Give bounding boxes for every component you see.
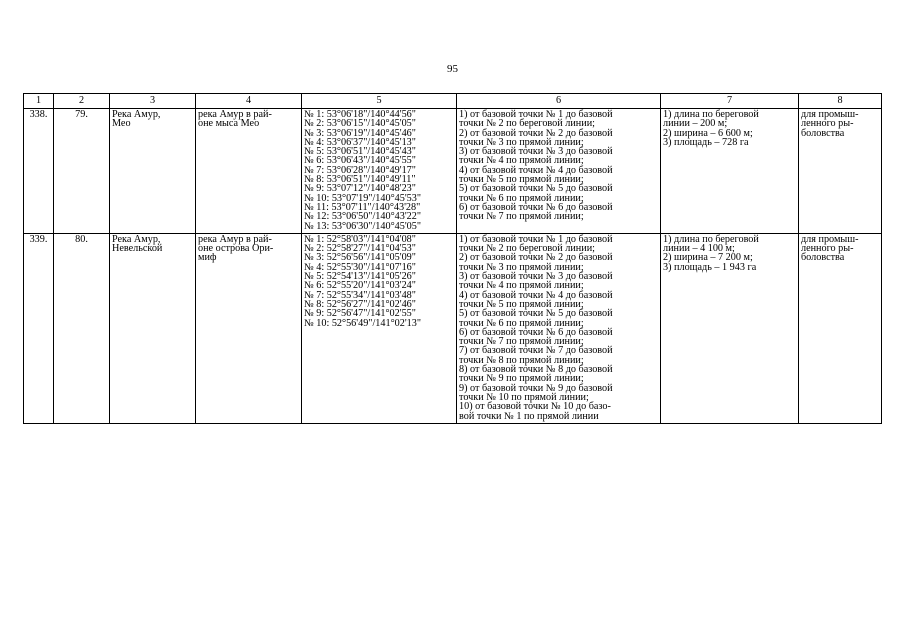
boundary-line: точки № 3 по прямой линии; <box>459 136 584 148</box>
purpose-line: для промыш- <box>801 233 859 245</box>
location-line: оне острова Ори- <box>198 243 274 255</box>
base-point: № 9: 53°07'12"/140°48'23" <box>304 183 416 195</box>
row-number: 339. <box>24 233 54 423</box>
purpose-line: боловства <box>801 252 845 264</box>
boundary-line: 7) от базовой точки № 7 до базовой <box>459 345 613 357</box>
purpose-line: для промыш- <box>801 109 859 120</box>
base-point: № 8: 53°06'51"/140°49'11" <box>304 174 416 186</box>
location-line: оне мыса Мео <box>198 118 260 130</box>
dimension-line: 1) длина по береговой <box>663 233 759 245</box>
boundary-line: 5) от базовой точки № 5 до базовой <box>459 308 613 320</box>
base-point: № 4: 52°55'30"/141°07'16" <box>304 261 416 273</box>
base-point: № 12: 53°06'50"/140°43'22" <box>304 211 422 223</box>
base-point: № 7: 52°55'34"/141°03'48" <box>304 289 416 301</box>
boundary-line: точки № 5 по прямой линии; <box>459 174 584 186</box>
site-dimensions <box>661 233 799 423</box>
base-point: № 2: 52°58'27"/141°04'53" <box>304 243 416 255</box>
boundary-line: точки № 7 по прямой линии; <box>459 336 584 348</box>
boundary-line: вой точки № 1 по прямой линии <box>459 410 599 422</box>
base-points <box>302 233 457 423</box>
boundary-line: 1) от базовой точки № 1 до базовой <box>459 233 613 245</box>
base-point: № 8: 52°56'27"/141°02'46" <box>304 298 416 310</box>
boundary-line: 2) от базовой точки № 2 до базовой <box>459 252 613 264</box>
boundary-line: 9) от базовой точки № 9 до базовой <box>459 382 613 394</box>
site-name-line: Невельской <box>112 243 163 255</box>
boundary-line: 3) от базовой точки № 3 до базовой <box>459 146 613 158</box>
boundary-line: 10) от базовой точки № 10 до базо- <box>459 401 611 413</box>
column-header: 1 <box>24 94 54 109</box>
boundary-line: точки № 4 по прямой линии; <box>459 155 584 167</box>
base-point: № 1: 52°58'03"/141°04'08" <box>304 233 416 245</box>
base-point: № 6: 53°06'43"/140°45'55" <box>304 155 416 167</box>
dimension-line: линии – 200 м; <box>663 118 728 130</box>
page-number: 95 <box>447 63 458 75</box>
dimension-line: 3) площадь – 728 га <box>663 136 749 148</box>
purpose-line: ленного ры- <box>801 118 854 130</box>
column-header: 7 <box>661 94 799 109</box>
boundary-line: точки № 6 по прямой линии; <box>459 192 584 204</box>
boundary-description <box>457 233 661 423</box>
site-location <box>196 233 302 423</box>
column-header: 3 <box>110 94 196 109</box>
dimension-line: линии – 4 100 м; <box>663 243 735 255</box>
boundary-description <box>457 109 661 234</box>
base-point: № 3: 53°06'19"/140°45'46" <box>304 127 416 139</box>
site-name <box>110 109 196 234</box>
site-dimensions <box>661 109 799 234</box>
boundary-line: 6) от базовой точки № 6 до базовой <box>459 326 613 338</box>
boundary-line: точки № 5 по прямой линии; <box>459 298 584 310</box>
boundary-line: 4) от базовой точки № 4 до базовой <box>459 164 613 176</box>
base-points <box>302 109 457 234</box>
fishing-sites-table <box>23 93 882 424</box>
column-header: 5 <box>302 94 457 109</box>
boundary-line: точки № 8 по прямой линии; <box>459 354 584 366</box>
boundary-line: 4) от базовой точки № 4 до базовой <box>459 289 613 301</box>
column-header: 6 <box>457 94 661 109</box>
column-header: 4 <box>196 94 302 109</box>
site-purpose <box>799 109 882 234</box>
table-row <box>24 233 882 423</box>
base-point: № 6: 52°55'20"/141°03'24" <box>304 280 416 292</box>
dimension-line: 3) площадь – 1 943 га <box>663 261 757 273</box>
purpose-line: ленного ры- <box>801 243 854 255</box>
site-location <box>196 109 302 234</box>
location-line: река Амур в рай- <box>198 233 272 245</box>
base-point: № 13: 53°06'30"/140°45'05" <box>304 220 422 232</box>
base-point: № 10: 52°56'49"/141°02'13" <box>304 317 422 329</box>
table-row <box>24 109 882 234</box>
base-point: № 4: 53°06'37"/140°45'13" <box>304 136 416 148</box>
base-point: № 9: 52°56'47"/141°02'55" <box>304 308 416 320</box>
site-name-line: Река Амур, <box>112 233 161 245</box>
boundary-line: 3) от базовой точки № 3 до базовой <box>459 271 613 283</box>
base-point: № 10: 53°07'19"/140°45'53" <box>304 192 422 204</box>
boundary-line: точки № 2 по береговой линии; <box>459 118 595 130</box>
base-point: № 2: 53°06'15"/140°45'05" <box>304 118 416 130</box>
base-point: № 1: 53°06'18"/140°44'56" <box>304 109 416 120</box>
location-line: миф <box>198 252 217 264</box>
boundary-line: 1) от базовой точки № 1 до базовой <box>459 109 613 120</box>
dimension-line: 1) длина по береговой <box>663 109 759 120</box>
boundary-line: точки № 6 по прямой линии; <box>459 317 584 329</box>
site-purpose <box>799 233 882 423</box>
site-name-line: Мео <box>112 118 131 130</box>
column-header: 2 <box>54 94 110 109</box>
boundary-line: 6) от базовой точки № 6 до базовой <box>459 201 613 213</box>
dimension-line: 2) ширина – 6 600 м; <box>663 127 753 139</box>
column-header: 8 <box>799 94 882 109</box>
boundary-line: 8) от базовой точки № 8 до базовой <box>459 364 613 376</box>
site-name <box>110 233 196 423</box>
site-number: 80. <box>54 233 110 423</box>
column-number-row <box>24 94 882 109</box>
base-point: № 11: 53°07'11"/140°43'28" <box>304 201 421 213</box>
site-number: 79. <box>54 109 110 234</box>
dimension-line: 2) ширина – 7 200 м; <box>663 252 753 264</box>
boundary-line: 2) от базовой точки № 2 до базовой <box>459 127 613 139</box>
purpose-line: боловства <box>801 127 845 139</box>
base-point: № 5: 52°54'13"/141°05'26" <box>304 271 416 283</box>
boundary-line: точки № 3 по прямой линии; <box>459 261 584 273</box>
boundary-line: точки № 9 по прямой линии; <box>459 373 584 385</box>
location-line: река Амур в рай- <box>198 109 272 120</box>
boundary-line: точки № 2 по береговой линии; <box>459 243 595 255</box>
site-name-line: Река Амур, <box>112 109 161 120</box>
base-point: № 7: 53°06'28"/140°49'17" <box>304 164 416 176</box>
base-point: № 5: 53°06'51"/140°45'43" <box>304 146 416 158</box>
base-point: № 3: 52°56'56"/141°05'09" <box>304 252 416 264</box>
boundary-line: точки № 7 по прямой линии; <box>459 211 584 223</box>
boundary-line: точки № 4 по прямой линии; <box>459 280 584 292</box>
boundary-line: точки № 10 по прямой линии; <box>459 391 589 403</box>
boundary-line: 5) от базовой точки № 5 до базовой <box>459 183 613 195</box>
row-number: 338. <box>24 109 54 234</box>
